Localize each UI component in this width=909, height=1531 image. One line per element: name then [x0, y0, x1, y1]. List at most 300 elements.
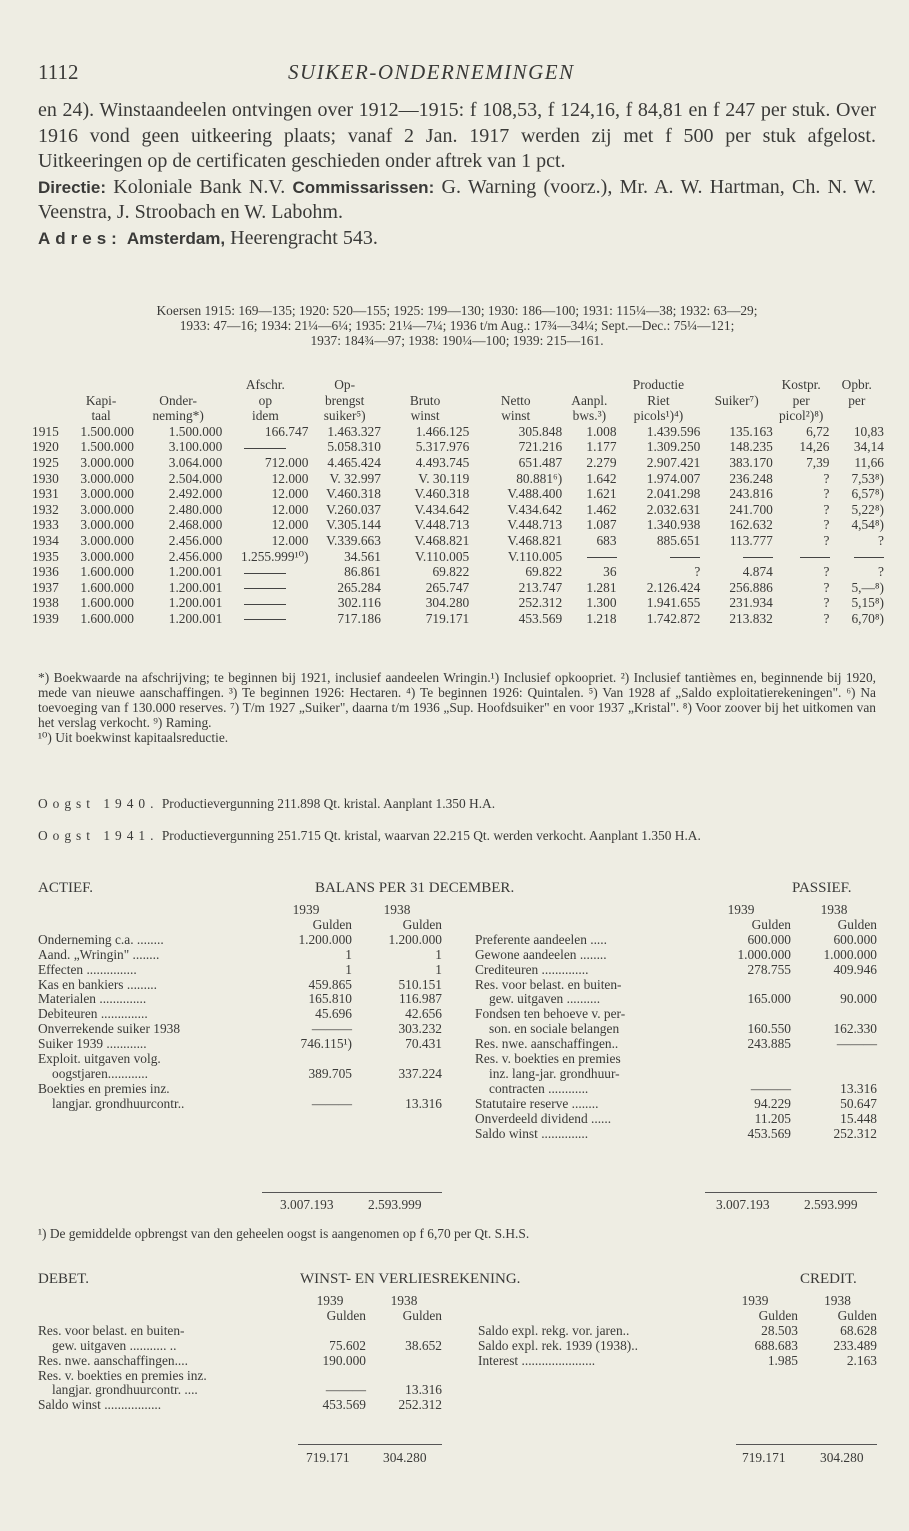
column-header: Aanpl. [571, 392, 608, 408]
footnote-text: ¹⁰) Uit boekwinst kapitaalsreductie. [38, 730, 229, 745]
total-rule [736, 1444, 877, 1445]
oogst-text: Productievergunning 251.715 Qt. kristal, waarvan 22.215 Qt. werden verkocht. Aanplant 1.350 H.A. [158, 828, 701, 843]
column-header: bws.³) [572, 408, 607, 424]
ledger-label: Onderneming c.a. ........ [38, 931, 164, 947]
table-row [32, 611, 884, 627]
table-row [32, 424, 884, 440]
table-row [32, 455, 884, 471]
ledger-amount: 252.312 [833, 1125, 877, 1141]
table-cell: 86.861 [344, 564, 381, 580]
currency-header: Gulden [402, 916, 442, 932]
table-cell: ? [694, 564, 701, 580]
ledger-amount: 1 [435, 946, 442, 962]
table-row [32, 533, 884, 549]
table-cell: 2.504.000 [168, 470, 223, 486]
ledger-amount: 68.628 [840, 1322, 877, 1338]
column-header [134, 377, 222, 393]
table-cell: 5,15⁸) [851, 595, 884, 611]
year-cell: 1932 [32, 501, 59, 517]
debet-heading: DEBET. [38, 1271, 89, 1287]
ledger-amount: 13.316 [405, 1095, 442, 1111]
column-header: Suiker⁷) [714, 392, 759, 408]
table-cell: 1.177 [586, 439, 617, 455]
ledger-label: Res. v. boekties en premies [475, 1051, 621, 1067]
ledger-row [38, 978, 442, 993]
year-cell: 1915 [32, 423, 59, 439]
column-header: Productie [632, 377, 685, 392]
ledger-amount: 13.316 [405, 1382, 442, 1398]
table-cell: ? [823, 610, 830, 626]
ledger-amount [352, 1052, 442, 1067]
ledger-label: Effecten ............... [38, 961, 137, 977]
year-header: 1939 [727, 902, 755, 917]
table-cell: 2.041.298 [646, 486, 701, 502]
column-header: Onder- [159, 392, 197, 408]
ledger-amount: 303.232 [398, 1021, 442, 1037]
column-header: Kostpr. [781, 377, 821, 392]
column-header: Netto [500, 392, 531, 408]
table-cell: 1.200.001 [168, 610, 223, 626]
table-cell: V.460.318 [326, 486, 381, 502]
column-header: per [792, 392, 810, 408]
ledger-row [475, 1127, 877, 1142]
table-cell: 12.000 [271, 501, 309, 517]
ledger-amount: 1 [345, 946, 352, 962]
credit-total-1938: 304.280 [820, 1450, 864, 1465]
koersen-block [38, 303, 876, 348]
ledger-amount: 600.000 [747, 931, 791, 947]
currency-header: Gulden [312, 916, 352, 932]
oogst-label: Oogst 1941. [38, 828, 159, 843]
table-cell: 162.632 [729, 517, 773, 533]
ledger-row [38, 963, 442, 978]
actief-total-1939: 3.007.193 [280, 1197, 334, 1212]
ledger-amount [791, 1007, 877, 1022]
ledger-label: inz. lang-jar. grondhuur- [489, 1065, 620, 1081]
ledger-amount [791, 1067, 877, 1082]
adres-value: Heerengracht 543. [225, 226, 378, 249]
column-header: Opbr. [841, 377, 872, 392]
table-cell: ? [823, 564, 830, 580]
table-cell: 1.281 [586, 579, 617, 595]
ledger-row [475, 1097, 877, 1112]
table-cell: 3.064.000 [168, 454, 223, 470]
ledger-amount: 243.885 [747, 1036, 791, 1052]
total-rule [298, 1444, 442, 1445]
table-cell: V. 30.119 [418, 470, 470, 486]
actief-heading: ACTIEF. [38, 880, 94, 896]
table-cell: 1.600.000 [80, 610, 134, 626]
ledger-row [38, 1097, 442, 1112]
table-cell: 3.000.000 [80, 486, 134, 502]
table-cell: V.339.663 [326, 532, 381, 548]
ledger-label: Interest ...................... [478, 1352, 596, 1368]
table-cell: 7,39 [806, 454, 830, 470]
table-cell: 5.058.310 [327, 439, 381, 455]
ledger-amount: 28.503 [761, 1322, 798, 1338]
column-header: brengst [324, 392, 365, 408]
ledger-amount: 50.647 [840, 1095, 877, 1111]
table-cell: 1.621 [586, 486, 617, 502]
table-cell: 383.170 [729, 454, 773, 470]
table-cell: ? [823, 579, 830, 595]
ledger-amount: 389.705 [308, 1065, 352, 1081]
ledger-label: Res. nwe. aanschaffingen.... [38, 1352, 188, 1368]
credit-total-1939: 719.171 [742, 1450, 786, 1465]
column-header: Op- [334, 377, 356, 392]
table-cell: ? [823, 595, 830, 611]
column-header: Kapi- [85, 392, 117, 408]
ledger-label: Exploit. uitgaven volg. [38, 1051, 161, 1067]
passief-heading: PASSIEF. [792, 880, 852, 896]
table-cell: 719.171 [425, 610, 470, 626]
table-row [32, 595, 884, 611]
ledger-amount [691, 978, 791, 993]
table-cell: 5.317.976 [415, 439, 470, 455]
table-cell: 2.126.424 [646, 579, 701, 595]
table-cell: 34.561 [344, 548, 381, 564]
table-cell: 12.000 [271, 470, 309, 486]
page-header [38, 60, 878, 90]
table-cell: 1.600.000 [80, 579, 134, 595]
balans-footnote: ¹) De gemiddelde opbrengst van den geheelen oogst is aangenomen op f 6,70 per Qt. S.H.S. [38, 1226, 530, 1241]
ledger-label: Saldo winst ................. [38, 1397, 162, 1413]
ledger-row [478, 1339, 877, 1354]
table-cell: 2.279 [586, 454, 617, 470]
table-cell: 1.974.007 [646, 470, 701, 486]
ledger-amount: 42.656 [405, 1006, 442, 1022]
ledger-label: son. en sociale belangen [489, 1021, 620, 1037]
ledger-amount: 746.115¹) [300, 1036, 352, 1052]
table-cell: 252.312 [518, 595, 563, 611]
table-cell: ? [878, 532, 884, 548]
empty-dash [222, 611, 308, 627]
table-cell: 1.600.000 [80, 564, 134, 580]
table-cell: 4.465.424 [327, 454, 381, 470]
column-header [830, 408, 885, 424]
table-cell: 113.777 [729, 532, 773, 548]
table-cell: 2.492.000 [168, 486, 223, 502]
table-cell: 885.651 [656, 532, 701, 548]
ledger-row [475, 1082, 877, 1097]
ledger-row [38, 1383, 442, 1398]
table-cell: 12.000 [271, 532, 309, 548]
passief-total-1939: 3.007.193 [716, 1197, 770, 1212]
ledger-row [38, 1037, 442, 1052]
financial-history-table [32, 377, 884, 627]
ledger-amount: 160.550 [747, 1021, 791, 1037]
ledger-amount: 1.000.000 [823, 946, 877, 962]
ledger-label: Saldo expl. rekg. vor. jaren.. [478, 1322, 630, 1338]
intro-text [38, 98, 876, 251]
ledger-amount: 1 [435, 961, 442, 977]
column-header: winst [501, 408, 531, 424]
ledger-label: langjar. grondhuurcontr. .... [52, 1382, 198, 1398]
oogst-label: Oogst 1940. [38, 796, 159, 811]
ledger-amount: ——— [311, 1021, 352, 1037]
page-number: 1112 [38, 60, 79, 84]
empty-dash [222, 439, 308, 455]
table-cell: ? [823, 517, 830, 533]
ledger-row [475, 1112, 877, 1127]
ledger-label: Res. v. boekties en premies inz. [38, 1367, 207, 1383]
column-header: suiker⁵) [323, 408, 366, 424]
ledger-label: Materialen .............. [38, 991, 147, 1007]
adres-paragraph [38, 226, 876, 252]
table-cell: 166.747 [264, 423, 309, 439]
column-header [32, 393, 68, 409]
running-title: SUIKER-ONDERNEMINGEN [288, 60, 575, 84]
table-cell: 14,26 [799, 439, 830, 455]
column-header [68, 377, 134, 393]
ledger-amount [691, 1067, 791, 1082]
ledger-amount: 337.224 [398, 1065, 442, 1081]
empty-dash [222, 580, 308, 596]
ledger-row [475, 963, 877, 978]
table-cell: 1.309.250 [646, 439, 701, 455]
ledger-amount [294, 1324, 366, 1339]
table-cell: 10,83 [853, 423, 884, 439]
ledger-amount: 1 [345, 961, 352, 977]
table-cell: 265.747 [425, 579, 470, 595]
ledger-label: Preferente aandeelen ..... [475, 931, 607, 947]
currency-header: Gulden [751, 916, 791, 932]
table-cell: 2.907.421 [646, 454, 701, 470]
table-cell: 651.487 [518, 454, 563, 470]
table-row [32, 471, 884, 487]
adres-label: Adres: [38, 228, 122, 248]
ledger-row [38, 1067, 442, 1082]
table-header-row [32, 393, 884, 409]
currency-header: Gulden [402, 1307, 442, 1323]
commissarissen-value: G. Warning (voorz.), Mr. A. W. Hartman, Ch. N. W. Veenstra, J. Stroobach en W. Labohm. [38, 175, 876, 223]
table-cell: 1.742.872 [646, 610, 701, 626]
ledger-amount: 1.200.000 [388, 931, 442, 947]
ledger-amount: ——— [311, 1095, 352, 1111]
ledger-amount [352, 1082, 442, 1097]
ledger-amount: 11.205 [754, 1110, 791, 1126]
ledger-row [475, 933, 877, 948]
ledger-row [38, 933, 442, 948]
empty-dash [617, 549, 701, 565]
wv-title: WINST- EN VERLIESREKENING. [300, 1271, 521, 1287]
ledger-row [475, 1067, 877, 1082]
table-cell: 1.941.655 [646, 595, 701, 611]
table-cell: 305.848 [518, 423, 563, 439]
ledger-label: Suiker 1939 ............ [38, 1036, 147, 1052]
column-header [562, 377, 616, 393]
table-cell: 3.000.000 [80, 532, 134, 548]
table-cell: 3.000.000 [80, 548, 134, 564]
table-cell: 3.000.000 [80, 470, 134, 486]
table-cell: 683 [596, 532, 617, 548]
table-cell: V.305.144 [326, 517, 381, 533]
table-cell: 302.116 [337, 595, 381, 611]
table-cell: V.434.642 [507, 501, 563, 517]
table-cell: 231.934 [729, 595, 773, 611]
ledger-row [38, 1369, 442, 1384]
footnote-text: *) Boekwaarde na afschrijving; te beginnen bij 1921, inclusief aandeelen Wringin.¹) Inclusief opkoopriet. ²) Inclusief tantièmes en, beginnende bij 1920, mede van nieuwe aanschaffingen. ³) Te beginnen 1926: Hectaren. ⁴) Te beginnen 1926: Quintalen. ⁵) Van 1928 af „Saldo exploitatierekeningen". ⁶) Na toevoeging van f 130.000 reserves. ⁷) T/m 1927 „Suiker", daarna t/m 1936 „Sup. Hoofdsuiker" en voor 1937 „Kristal". ⁸) Voor zoover bij het uitkomen van het verslag verkocht. ⁹) Raming. [38, 670, 876, 730]
koersen-line: Koersen 1915: 169—135; 1920: 520—155; 1925: 199—130; 1930: 186—100; 1931: 115¼—38; 1932: 63—29; [156, 303, 758, 318]
table-row [32, 580, 884, 596]
ledger-amount: ——— [325, 1382, 366, 1398]
year-header: 1938 [383, 902, 411, 917]
table-cell: 2.456.000 [168, 548, 223, 564]
oogst-1940 [38, 796, 876, 811]
table-cell: 1.600.000 [80, 595, 134, 611]
ledger-amount: 190.000 [322, 1352, 366, 1368]
commissarissen-label: Commissarissen: [292, 177, 435, 197]
balans-actief-table [38, 903, 442, 1112]
table-row [32, 564, 884, 580]
ledger-label: Onverrekende suiker 1938 [38, 1021, 181, 1037]
empty-dash [222, 564, 308, 580]
table-cell: 6,70⁸) [851, 610, 884, 626]
ledger-amount: 459.865 [308, 976, 352, 992]
table-cell: 80.881⁶) [516, 470, 563, 486]
credit-heading: CREDIT. [800, 1271, 857, 1287]
ledger-amount: 1.985 [767, 1352, 798, 1368]
table-cell: 241.700 [729, 501, 773, 517]
ledger-amount [366, 1324, 442, 1339]
table-cell: ? [823, 501, 830, 517]
ledger-row [38, 1007, 442, 1022]
table-cell: 1.500.000 [80, 423, 134, 439]
ledger-label: Onverdeeld dividend ...... [475, 1110, 612, 1126]
ledger-label: Kas en bankiers ......... [38, 976, 157, 992]
ledger-amount: 45.696 [315, 1006, 352, 1022]
table-cell: 2.468.000 [168, 517, 223, 533]
currency-header: Gulden [326, 1307, 366, 1323]
table-cell: V. 32.997 [329, 470, 381, 486]
table-cell: V.468.821 [507, 532, 563, 548]
column-header [32, 377, 68, 393]
table-cell: 1.200.001 [168, 579, 223, 595]
table-cell: 236.248 [729, 470, 773, 486]
ledger-amount: 688.683 [754, 1337, 798, 1353]
year-cell: 1936 [32, 564, 59, 580]
ledger-amount: 162.330 [833, 1021, 877, 1037]
table-cell: 1.255.999¹⁰) [241, 548, 309, 564]
table-cell: 1.500.000 [168, 423, 223, 439]
table-cell: V.110.005 [414, 548, 470, 564]
directie-paragraph [38, 175, 876, 226]
table-cell: 11,66 [854, 454, 884, 470]
table-cell: 69.822 [432, 564, 470, 580]
table-cell: 148.235 [729, 439, 773, 455]
ledger-row [475, 1022, 877, 1037]
ledger-row [475, 1052, 877, 1067]
ledger-label: Gewone aandeelen ........ [475, 946, 607, 962]
empty-dash [562, 549, 616, 565]
ledger-amount [366, 1369, 442, 1384]
table-cell: 3.100.000 [168, 439, 223, 455]
table-cell: 12.000 [271, 486, 309, 502]
ledger-row [38, 948, 442, 963]
ledger-amount: 94.229 [754, 1095, 791, 1111]
ledger-amount: ——— [836, 1036, 877, 1052]
column-header: winst [410, 408, 440, 424]
ledger-label: Saldo expl. rek. 1939 (1938).. [478, 1337, 638, 1353]
ledger-label: oogstjaren............ [52, 1065, 148, 1081]
table-cell: 69.822 [525, 564, 563, 580]
table-cell: 213.747 [518, 579, 563, 595]
ledger-label: Res. nwe. aanschaffingen.. [475, 1036, 619, 1052]
ledger-row [478, 1324, 877, 1339]
ledger-label: Boekties en premies inz. [38, 1080, 170, 1096]
balans-title: BALANS PER 31 DECEMBER. [315, 880, 515, 896]
table-cell: 7,53⁸) [851, 470, 884, 486]
ledger-amount: 2.163 [846, 1352, 877, 1368]
ledger-row [475, 948, 877, 963]
ledger-row [478, 1354, 877, 1369]
empty-dash [773, 549, 830, 565]
year-cell: 1930 [32, 470, 59, 486]
table-cell: 1.200.001 [168, 564, 223, 580]
ledger-row [38, 1082, 442, 1097]
column-header [381, 377, 469, 393]
ledger-amount: 1.000.000 [737, 946, 791, 962]
column-header: picol²)⁸) [778, 408, 824, 424]
table-cell: 4,54⁸) [851, 517, 884, 533]
table-header-row [32, 377, 884, 393]
table-cell: 717.186 [337, 610, 381, 626]
ledger-amount: 15.448 [840, 1110, 877, 1126]
table-cell: 1.008 [586, 423, 617, 439]
table-cell: 265.284 [337, 579, 381, 595]
year-header: 1938 [820, 902, 848, 917]
ledger-amount: 13.316 [840, 1080, 877, 1096]
table-cell: 2.480.000 [168, 501, 223, 517]
column-header [700, 377, 773, 393]
ledger-row [38, 1398, 442, 1413]
ledger-amount: 90.000 [840, 991, 877, 1007]
ledger-label: gew. uitgaven .......... [489, 991, 601, 1007]
ledger-amount: 600.000 [833, 931, 877, 947]
table-cell: 135.163 [729, 423, 773, 439]
ledger-amount [791, 1052, 877, 1067]
table-cell: 712.000 [264, 454, 309, 470]
ledger-amount [260, 1082, 352, 1097]
table-cell: 5,—⁸) [851, 579, 884, 595]
year-cell: 1920 [32, 439, 59, 455]
column-header: Afschr. [245, 377, 285, 392]
ledger-label: contracten ............ [489, 1080, 589, 1096]
column-header [32, 408, 68, 424]
year-header: 1938 [390, 1293, 418, 1308]
ledger-amount [691, 1052, 791, 1067]
ledger-label: langjar. grondhuurcontr.. [52, 1095, 185, 1111]
table-cell: 34,14 [853, 439, 884, 455]
ledger-amount [791, 978, 877, 993]
ledger-amount: 252.312 [398, 1397, 442, 1413]
year-header: 1939 [292, 902, 320, 917]
year-cell: 1931 [32, 486, 59, 502]
ledger-amount: 38.652 [405, 1337, 442, 1353]
table-row [32, 502, 884, 518]
table-cell: V.448.713 [507, 517, 563, 533]
table-cell: ? [878, 564, 884, 580]
debet-total-1939: 719.171 [306, 1450, 350, 1465]
ledger-amount: 233.489 [833, 1337, 877, 1353]
table-cell: 2.456.000 [168, 532, 223, 548]
ledger-amount: 453.569 [322, 1397, 366, 1413]
table-cell: 1.200.001 [168, 595, 223, 611]
table-row [32, 486, 884, 502]
ledger-amount: 165.000 [747, 991, 791, 1007]
ledger-amount: 70.431 [405, 1036, 442, 1052]
column-header: per [848, 392, 866, 408]
